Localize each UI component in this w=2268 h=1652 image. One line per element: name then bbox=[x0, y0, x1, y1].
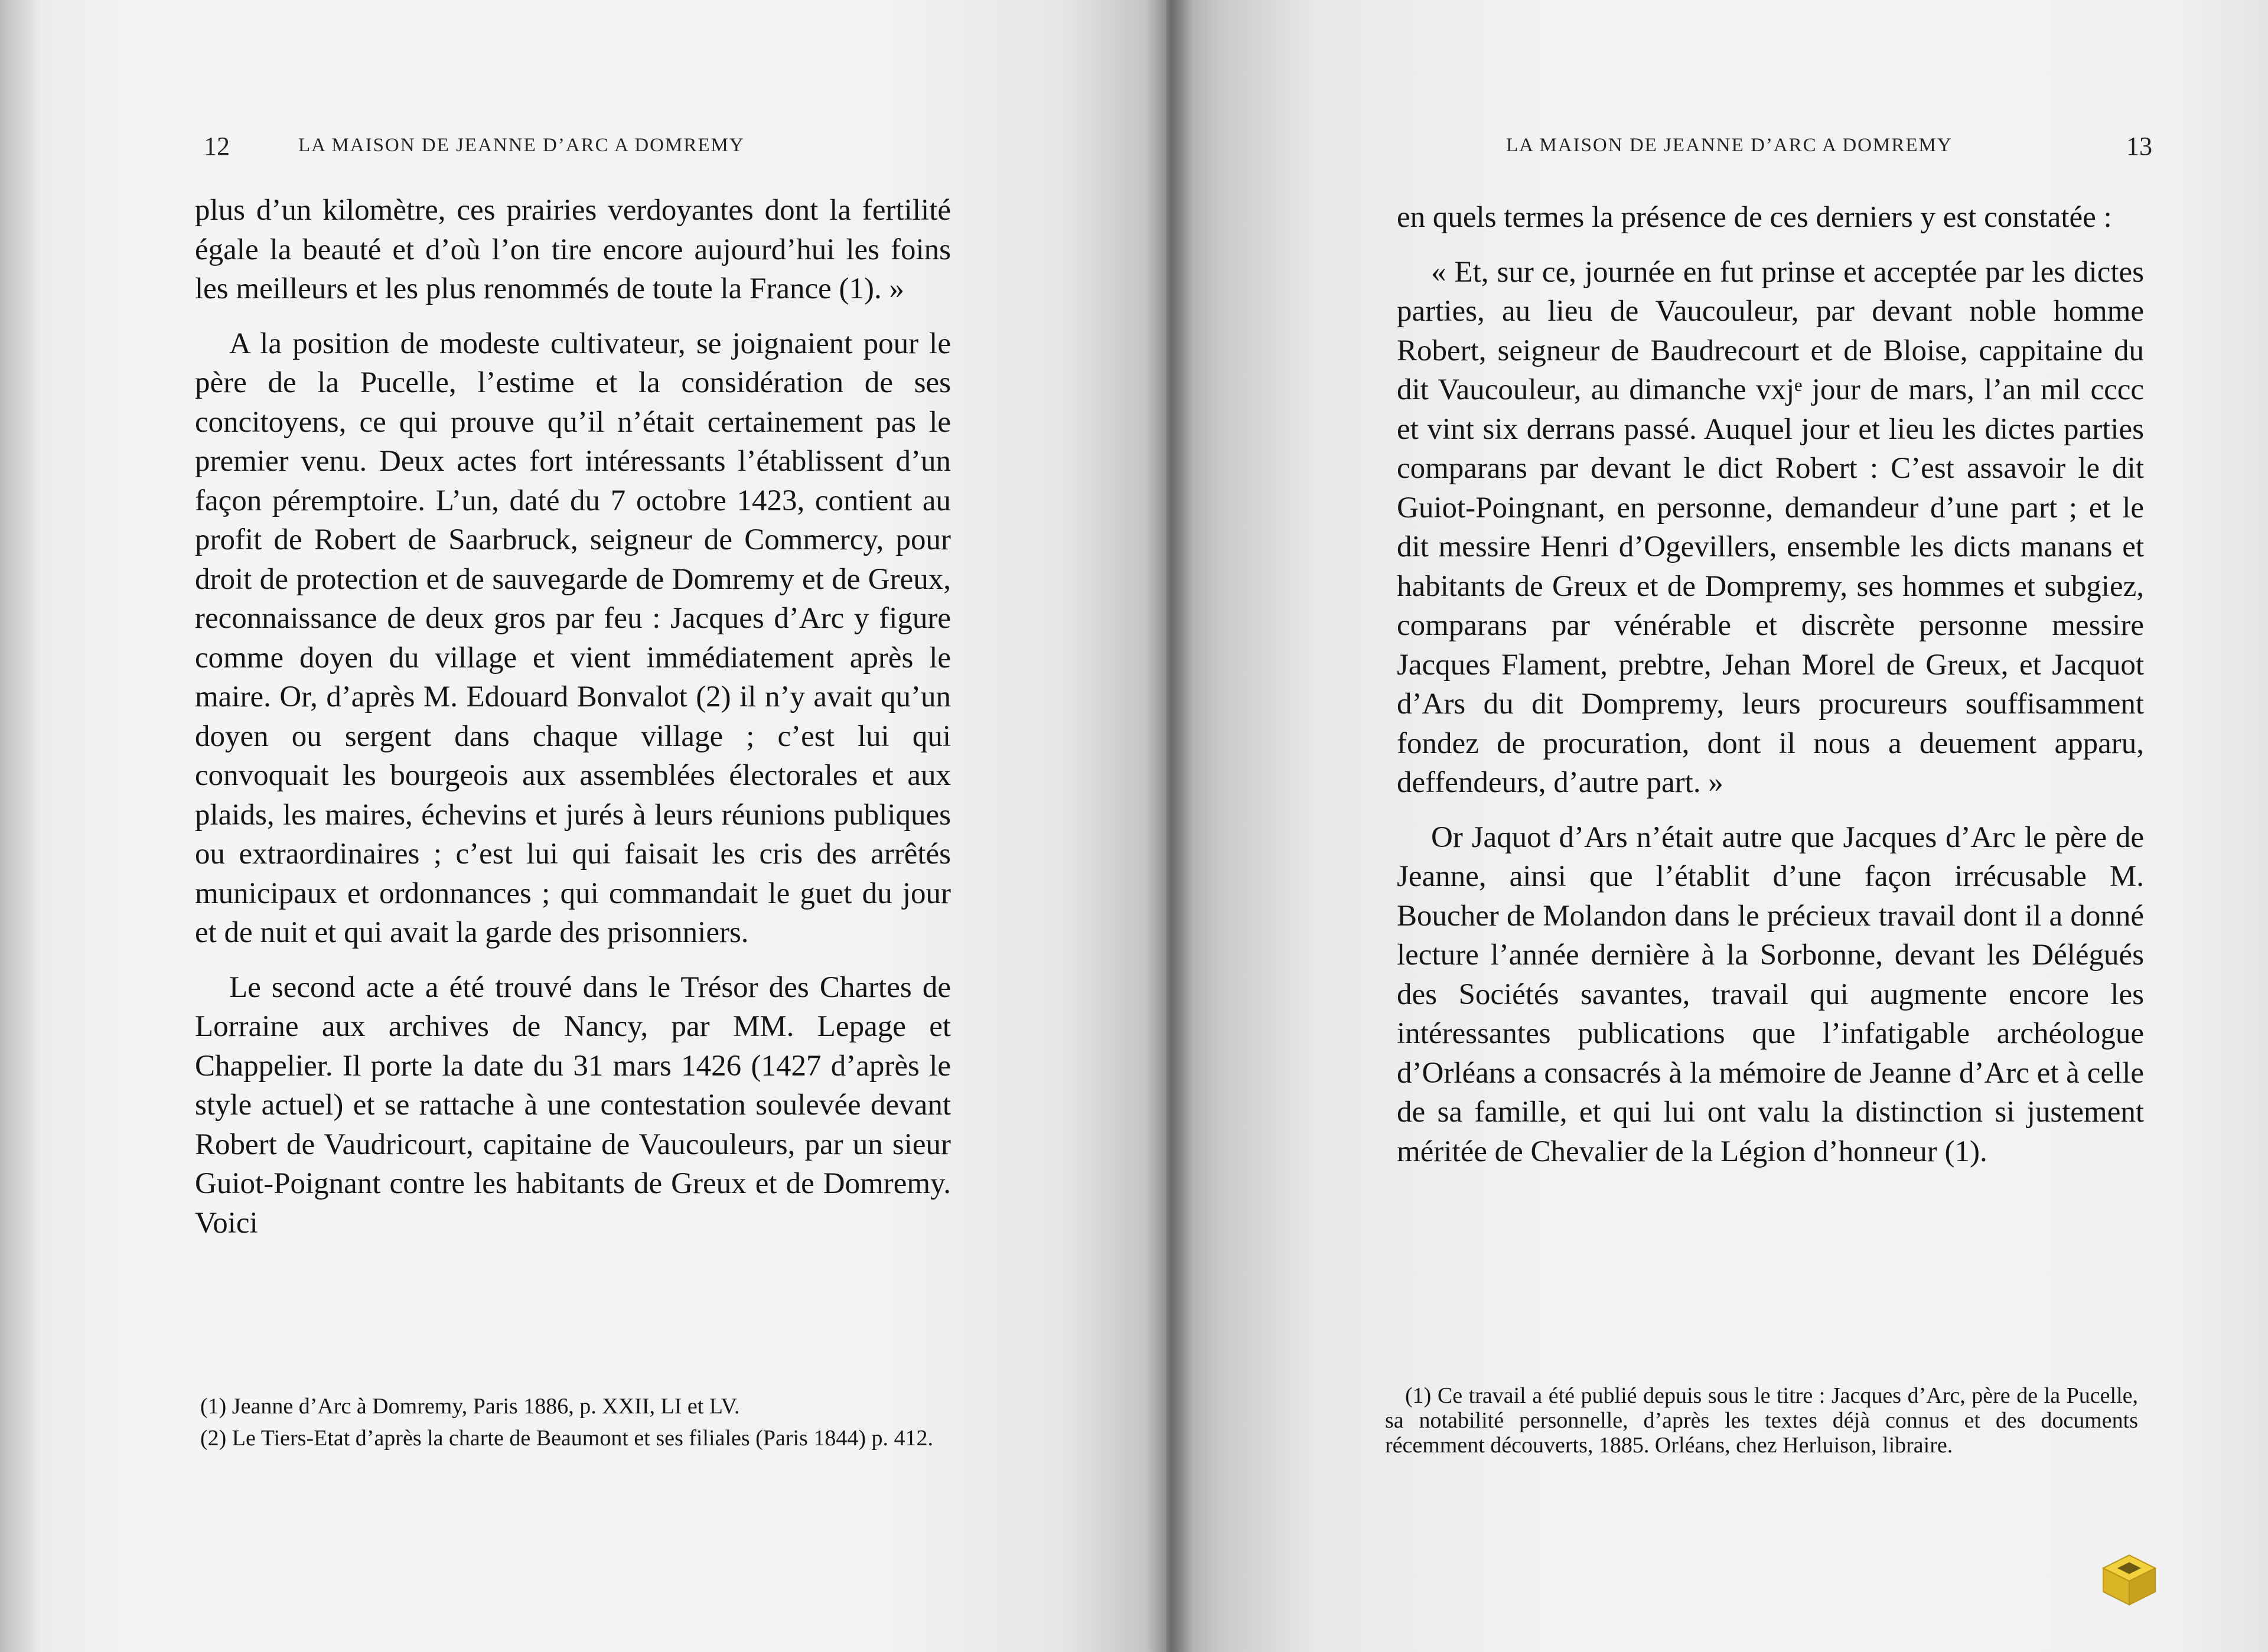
right-page bbox=[1166, 0, 2268, 1652]
book-gutter-shadow bbox=[1146, 0, 1193, 1652]
right-page-number: 13 bbox=[2126, 132, 2152, 161]
right-footnotes bbox=[1385, 1383, 2138, 1465]
right-running-head: LA MAISON DE JEANNE D’ARC A DOMREMY bbox=[1506, 135, 1953, 156]
footnote: (2) Le Tiers-Etat d’après la charte de Beaumont et ses filiales (Paris 1844) p. 412. bbox=[200, 1426, 933, 1451]
paragraph: Le second acte a été trouvé dans le Trésor des Chartes de Lorraine aux archives de Nancy, par MM. Lepage et Chappelier. Il porte la date du 31 mars 1426 (1427 d’après le style actuel) et se rattache à une contestation soulevée devant Robert de Vaudricourt, capitaine de Vaucouleurs, par un sieur Guiot-Poignant contre les habitants de Greux et de Domremy. Voici bbox=[195, 970, 951, 1240]
left-running-head: LA MAISON DE JEANNE D’ARC A DOMREMY bbox=[298, 135, 745, 156]
yellow-box-icon[interactable] bbox=[2101, 1552, 2158, 1608]
right-body-text bbox=[1397, 198, 2144, 1171]
left-footnotes bbox=[180, 1394, 942, 1458]
paragraph: en quels termes la présence de ces derniers y est constatée : bbox=[1397, 201, 2112, 234]
left-body-text bbox=[195, 191, 951, 1243]
paragraph: « Et, sur ce, journée en fut prinse et acceptée par les dictes parties, au lieu de Vaucouleur, par devant noble homme Robert, seigneur de Baudrecourt et de Bloise, cappitaine du dit Vaucouleur, au dimanche vxjᵉ jour de mars, l’an mil cccc et vint six derrans passé. Auquel jour et lieu les dictes parties comparans par devant le dict Robert : C’est assavoir le dit Guiot-Poingnant, en personne, demandeur d’une part ; et le dit messire Henri d’Ogevillers, ensemble les dicts manans et habitants de Greux et de Dompremy, ses hommes et subgiez, comparans par vénérable et discrète personne messire Jacques Flament, prebtre, Jehan Morel de Greux, et Jacquot d’Ars du dit Dompremy, leurs procureurs souffisamment fondez de procuration, dont il nous a deuement apparu, deffendeurs, d’autre part. » bbox=[1397, 255, 2144, 799]
left-page-number: 12 bbox=[204, 132, 230, 161]
paragraph: A la position de modeste cultivateur, se joignaient pour le père de la Pucelle, l’estime et la considération de ses concitoyens, ce qui prouve qu’il n’était certainement pas le premier venu. Deux actes fort intéressants l’établissent d’un façon péremptoire. L’un, daté du 7 octobre 1423, contient au profit de Robert de Saarbruck, seigneur de Commercy, pour droit de protection et de sauvegarde de Domremy et de Greux, reconnaissance de deux gros par feu : Jacques d’Arc y figure comme doyen du village et vient immédiatement après le maire. Or, d’après M. Edouard Bonvalot (2) il n’y avait qu’un doyen ou sergent dans chaque village ; c’est lui qui convoquait les bourgeois aux assemblées électorales et aux plaids, les maires, échevins et jurés à leurs réunions publiques ou extraordinaires ; c’est lui qui faisait les cris des arrêtés municipaux et ordonnances ; qui commandait le guet du jour et de nuit et qui avait la garde des prisonniers. bbox=[195, 327, 951, 949]
footnote: (1) Jeanne d’Arc à Domremy, Paris 1886, p. XXII, LI et LV. bbox=[200, 1394, 740, 1419]
paragraph: Or Jaquot d’Ars n’était autre que Jacques d’Arc le père de Jeanne, ainsi que l’établit d’une façon irrécusable M. Boucher de Molandon dans le précieux travail dont il a donné lecture l’année dernière à la Sorbonne, devant les Délégués des Sociétés savantes, travail qui augmente encore les intéressantes publications que l’infatigable archéologue d’Orléans a consacrés à la mémoire de Jeanne d’Arc et à celle de sa famille, et qui lui ont valu la distinction si justement méritée de Chevalier de la Légion d’honneur (1). bbox=[1397, 820, 2144, 1168]
paragraph: plus d’un kilomètre, ces prairies verdoyantes dont la fertilité égale la beauté et d’où l’on tire encore aujourd’hui les foins les meilleurs et les plus renommés de toute la France (1). » bbox=[195, 194, 951, 305]
footnote: (1) Ce travail a été publié depuis sous le titre : Jacques d’Arc, père de la Pucelle, sa notabilité personnelle, d’après les textes déjà connus et des documents récemment découverts, 1885. Orléans, chez Herluison, libraire. bbox=[1385, 1383, 2138, 1458]
